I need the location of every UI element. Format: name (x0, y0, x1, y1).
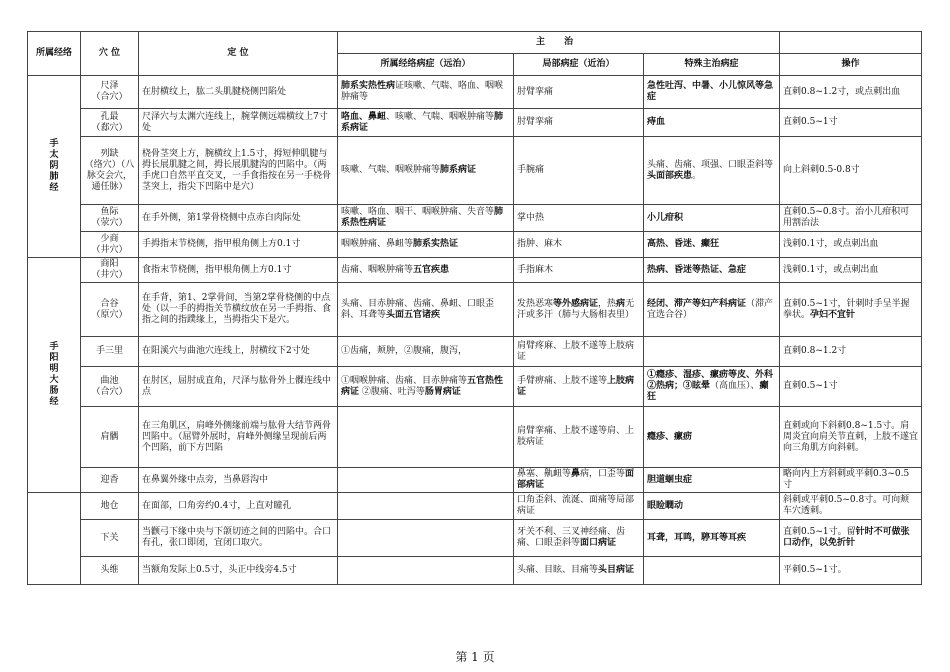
text-segment: ，热 (598, 298, 617, 309)
table-row (28, 137, 922, 205)
point-name-cell (81, 283, 139, 337)
meridian-char: 手 (49, 139, 59, 149)
operation-cell (780, 109, 922, 137)
meridian-cell (28, 493, 81, 585)
point-name-cell (81, 493, 139, 520)
special-cell (644, 557, 780, 585)
local-cell (514, 367, 644, 407)
operation-text: 直刺0.5~1寸 (783, 117, 838, 127)
special-cell (644, 283, 780, 337)
point-name-cell (81, 205, 139, 232)
text-segment: 五官热性病证 (341, 375, 504, 397)
text-segment: 无汗或多汗（肺与大肠相表里） (517, 298, 635, 320)
text-segment: 肺系热性病证 (341, 207, 504, 228)
header-point: 穴 位 (81, 32, 139, 76)
location-cell: 在手外侧，第1掌骨桡侧中点赤白肉际处 (139, 205, 338, 232)
header-indications: 主 治 (338, 32, 780, 54)
special-cell (644, 337, 780, 367)
text-segment: 头痛、齿痛、项强、口眼歪斜等 (647, 159, 774, 170)
local-cell (514, 468, 644, 493)
text-segment: 证咳嗽、气喘、咯血、咽喉肿痛等 (341, 81, 504, 102)
point-category: （原穴） (91, 309, 128, 320)
operation-text: 直刺0.5~0.8寸。治小儿疳积可用割治法 (783, 207, 910, 228)
text-segment: 肘臂挛痛 (517, 86, 554, 97)
text-segment: 肺系病证 (440, 165, 477, 175)
operation-text: 浅刺0.1寸，或点刺出血 (783, 264, 879, 275)
text-segment: 牙关不利、三叉神经痛、齿痛、口眼歪斜等 (517, 527, 626, 548)
operation-text: 直刺0.8~1.2寸，或点刺出血 (783, 86, 901, 97)
point-name: 列缺 (100, 148, 119, 159)
table-row (28, 258, 922, 283)
distal-cell (338, 258, 514, 283)
distal-cell (338, 407, 514, 468)
point-name: 地仓 (100, 500, 119, 511)
meridian-char: 肺 (49, 172, 59, 182)
distal-cell (338, 557, 514, 585)
header-operation: 操作 (780, 54, 922, 76)
special-cell (644, 205, 780, 232)
location-cell: 在三角肌区，肩峰外侧缘前端与肱骨大结节两骨凹陷中。（屈臂外展时，肩峰外侧缘呈现前后两个凹陷，前下方凹陷 (139, 407, 338, 468)
local-cell (514, 493, 644, 520)
location-cell: 在肘横纹上，肱二头肌腱桡侧凹陷处 (139, 76, 338, 109)
header-local: 局部病症（近治） (514, 54, 644, 76)
location-cell: 在阳溪穴与曲池穴连线上，肘横纹下2寸处 (139, 337, 338, 367)
local-cell (514, 137, 644, 205)
point-name: 少商 (100, 233, 119, 244)
meridian-char: 经 (49, 183, 59, 193)
text-segment: 五官疾患 (413, 264, 450, 275)
location-cell: 在面部，口角旁约0.4寸，上直对瞳孔 (139, 493, 338, 520)
text-segment: 咽喉肿痛、鼻衄等 (341, 239, 414, 249)
meridian-char: 阴 (49, 161, 59, 171)
point-name: 手三里 (95, 346, 123, 356)
operation-text: 直刺或向下斜刺0.8~1.5寸。肩周炎宜向肩关节直刺，上肢不遂宜向三角肌方向斜刺。 (783, 420, 919, 453)
point-name-cell (81, 468, 139, 493)
point-category: （合穴） (91, 92, 128, 102)
text-segment: 胆道蛔虫症 (647, 474, 693, 485)
local-cell (514, 337, 644, 367)
table-row (28, 205, 922, 232)
text-segment: ①齿痛，颊肿，②腹痛，腹泻， (341, 346, 468, 356)
location-cell: 当颧弓下缘中央与下颌切迹之间的凹陷中。合口有孔，张口即闭，宜闭口取穴。 (139, 520, 338, 557)
special-cell (644, 493, 780, 520)
text-segment: 头目病证 (598, 565, 635, 575)
text-segment: 小儿疳积 (647, 212, 684, 223)
operation-cell (780, 493, 922, 520)
text-segment: 、咳嗽、气喘、咽喉肿痛等 (386, 111, 495, 122)
point-name-cell (81, 367, 139, 407)
location-cell: 在鼻翼外缘中点旁，当鼻唇沟中 (139, 468, 338, 493)
point-category: （合穴） (91, 386, 128, 397)
distal-cell (338, 493, 514, 520)
text-segment: 面口病证 (580, 538, 617, 548)
text-segment: 咳嗽、咯血、咽干、咽喉肿痛、失音等 (341, 207, 495, 217)
operation-text: 向上斜刺0.5-0.8寸 (783, 165, 860, 175)
table-row (28, 76, 922, 109)
text-segment: （高血压）、 (710, 381, 760, 391)
text-segment: 肺系病证 (341, 111, 504, 133)
point-name-cell (81, 232, 139, 258)
special-cell (644, 232, 780, 258)
operation-text: 平刺0.5~1寸。 (783, 565, 847, 575)
point-category: （井穴） (91, 270, 128, 280)
text-segment: 肠胃病证 (424, 386, 461, 397)
operation-text: 略向内上方斜刺或平刺0.3~0.5寸 (783, 469, 910, 490)
point-name-cell (81, 109, 139, 137)
table-body (28, 76, 922, 585)
location-cell: 食指末节桡侧，指甲根角侧上方0.1寸 (139, 258, 338, 283)
table-row (28, 109, 922, 137)
point-name: 合谷 (100, 298, 119, 309)
text-segment: 咳嗽、气喘、咽喉肿痛等 (341, 165, 441, 175)
location-cell: 在手背，第1、2掌骨间，当第2掌骨桡侧的中点处（以一手的拇指关节横纹放在另一手拇指、食指之间的指蹼缘上，当拇指尖下是穴。 (139, 283, 338, 337)
operation-cell (780, 232, 922, 258)
meridian-char: 肠 (49, 386, 59, 396)
table-row (28, 557, 922, 585)
location-cell: 在肘区，屈肘成直角，尺泽与肱骨外上髁连线中点 (139, 367, 338, 407)
text-segment: 肩臂挛痛、上肢不遂等肩、上肢病证 (517, 426, 635, 447)
operation-text: 直刺0.8~1.2寸 (783, 346, 847, 356)
distal-cell (338, 520, 514, 557)
text-segment: 掌中热 (517, 212, 545, 223)
local-cell (514, 76, 644, 109)
special-cell (644, 76, 780, 109)
distal-cell (338, 283, 514, 337)
header-distal: 所属经络病症（远治） (338, 54, 514, 76)
point-name-cell (81, 337, 139, 367)
text-segment: 耳聋，耳鸣，聤耳等耳疾 (647, 532, 747, 543)
point-name: 孔最 (100, 111, 119, 122)
operation-cell (780, 468, 922, 493)
text-segment: 发热恶寒 (517, 298, 554, 309)
local-cell (514, 232, 644, 258)
header-blank (780, 32, 922, 54)
text-segment: 肺系实热证 (413, 239, 459, 249)
text-segment: 手腕痛 (517, 165, 545, 175)
operation-cell (780, 205, 922, 232)
text-segment: 头面部疾患 (647, 170, 693, 181)
text-segment: 高热、昏迷、癫狂 (647, 239, 720, 249)
text-segment: 肺系实热性病 (341, 81, 396, 91)
text-segment: 手指麻木 (517, 264, 554, 275)
location-cell: 当额角发际上0.5寸，头正中线旁4.5寸 (139, 557, 338, 585)
distal-cell (338, 468, 514, 493)
text-segment: 痔血 (647, 117, 666, 127)
operation-cell (780, 557, 922, 585)
operation-text: 直刺0.5~1寸。留 (783, 527, 856, 537)
point-category: （郄穴） (91, 122, 128, 133)
text-segment: 病，口歪等 (580, 469, 626, 479)
point-name-cell (81, 258, 139, 283)
operation-warning: 孕妇不宜针 (810, 309, 856, 320)
text-segment: 头面五官诸疾 (386, 309, 441, 320)
point-name: 尺泽 (100, 81, 119, 91)
text-segment: 头痛、目眩、目痛等 (517, 565, 599, 575)
text-segment: 肘臂挛痛 (517, 117, 554, 127)
local-cell (514, 283, 644, 337)
text-segment: 口角歪斜、流涎、面痛等局部病证 (517, 495, 635, 516)
point-name: 鱼际 (100, 207, 119, 217)
point-name: 头维 (100, 565, 119, 575)
table-row (28, 407, 922, 468)
meridian-char: 经 (49, 397, 59, 407)
local-cell (514, 109, 644, 137)
location-cell: 尺泽穴与太渊穴连线上，腕掌侧远端横纹上7寸处 (139, 109, 338, 137)
operation-warning: 针时不可做张口动作，以免折针 (783, 527, 910, 548)
table-row (28, 520, 922, 557)
point-name-cell (81, 520, 139, 557)
local-cell (514, 205, 644, 232)
text-segment: 瘾疹、瘰疬 (647, 431, 693, 442)
header-location: 定 位 (139, 32, 338, 76)
operation-cell (780, 407, 922, 468)
point-name-cell (81, 76, 139, 109)
local-cell (514, 407, 644, 468)
text-segment: 肩臂疼麻、上肢不遂等上肢病证 (517, 340, 635, 362)
local-cell (514, 520, 644, 557)
operation-text: 浅刺0.1寸，或点刺出血 (783, 239, 879, 249)
special-cell (644, 137, 780, 205)
special-cell (644, 407, 780, 468)
text-segment: ①瘾疹、湿疹、瘰疬等皮、外科②热病；③眩晕 (647, 370, 774, 391)
operation-text: 直刺0.5~1寸 (783, 381, 838, 391)
distal-cell (338, 205, 514, 232)
text-segment: 指肿、麻木 (517, 239, 563, 249)
point-name: 曲池 (100, 375, 119, 386)
text-segment: （滞产宜选合谷） (647, 298, 774, 320)
text-segment: 癫狂 (647, 381, 769, 402)
special-cell (644, 258, 780, 283)
text-segment: 经闭、滞产等妇产科病证 (647, 298, 747, 309)
operation-cell (780, 520, 922, 557)
operation-cell (780, 137, 922, 205)
meridian-char: 手 (49, 342, 59, 352)
text-segment: 病 (616, 298, 626, 309)
operation-cell (780, 258, 922, 283)
meridian-cell (28, 258, 81, 493)
point-category: （络穴）（八脉交会穴，通任脉） (84, 159, 135, 192)
operation-cell (780, 76, 922, 109)
text-segment: 鼻 (571, 469, 581, 479)
local-cell (514, 258, 644, 283)
table-row (28, 493, 922, 520)
text-segment: 咯血、鼻衄 (341, 111, 387, 122)
special-cell (644, 520, 780, 557)
header-meridian: 所属经络 (28, 32, 81, 76)
location-cell: 桡骨茎突上方，腕横纹上1.5寸，拇短伸肌腱与拇长展肌腱之间，拇长展肌腱沟的凹陷中。（两手虎口自然平直交叉，一手食指按在另一手桡骨茎突上，指尖下凹陷中是穴） (139, 137, 338, 205)
point-category: （井穴） (91, 244, 128, 255)
text-segment: 面部病证 (517, 469, 635, 490)
text-segment: 头痛、目赤肿痛、齿痛、鼻衄、口眼歪斜、耳聋等 (341, 298, 495, 320)
meridian-char: 太 (49, 150, 59, 160)
header-special: 特殊主治病症 (644, 54, 780, 76)
text-segment: 齿痛、咽喉肿痛等 (341, 264, 414, 275)
table-row (28, 337, 922, 367)
text-segment: 急性吐泻、中暑、小儿惊风等急症 (647, 81, 774, 102)
table-row (28, 232, 922, 258)
point-name-cell (81, 137, 139, 205)
point-name-cell (81, 557, 139, 585)
distal-cell (338, 232, 514, 258)
operation-cell (780, 337, 922, 367)
special-cell (644, 109, 780, 137)
text-segment: 上肢病证 (517, 375, 635, 397)
point-name: 商阳 (100, 259, 119, 269)
operation-text: 斜刺或平刺0.5~0.8寸。可向颊车穴透刺。 (783, 495, 910, 516)
special-cell (644, 367, 780, 407)
meridian-char: 阳 (49, 353, 59, 363)
distal-cell (338, 337, 514, 367)
text-segment: 等外感病证 (553, 298, 599, 309)
distal-cell (338, 109, 514, 137)
text-segment: 眼睑瞤动 (647, 500, 684, 511)
local-cell (514, 557, 644, 585)
text-segment: 手臂痹痛、上肢不遂等 (517, 375, 608, 386)
distal-cell (338, 367, 514, 407)
distal-cell (338, 137, 514, 205)
text-segment: 鼻塞、鼽衄等 (517, 469, 572, 479)
point-name: 下关 (100, 532, 119, 543)
text-segment: ①咽喉肿痛、齿痛、目赤肿痛等 (341, 375, 468, 386)
text-segment: 热病、昏迷等热证、急症 (647, 264, 747, 275)
operation-cell (780, 283, 922, 337)
point-category: （荥穴） (91, 218, 128, 228)
table-row (28, 367, 922, 407)
page-number: 第 1 页 (455, 650, 495, 664)
meridian-cell (28, 76, 81, 258)
table-row (28, 468, 922, 493)
table-row (28, 283, 922, 337)
point-name: 迎香 (100, 474, 119, 485)
acupoint-table (27, 31, 922, 585)
meridian-char: 明 (49, 364, 59, 374)
special-cell (644, 468, 780, 493)
distal-cell (338, 76, 514, 109)
text-segment: ②腹痛、吐泻等 (359, 386, 425, 397)
location-cell: 手拇指末节桡侧，指甲根角侧上方0.1寸 (139, 232, 338, 258)
operation-text: 直刺0.5~1寸，针刺时手呈半握拳状。 (783, 298, 910, 320)
point-name-cell (81, 407, 139, 468)
meridian-char: 大 (49, 375, 59, 385)
text-segment: 。 (692, 170, 702, 181)
operation-cell (780, 367, 922, 407)
point-name: 肩髃 (100, 431, 119, 442)
